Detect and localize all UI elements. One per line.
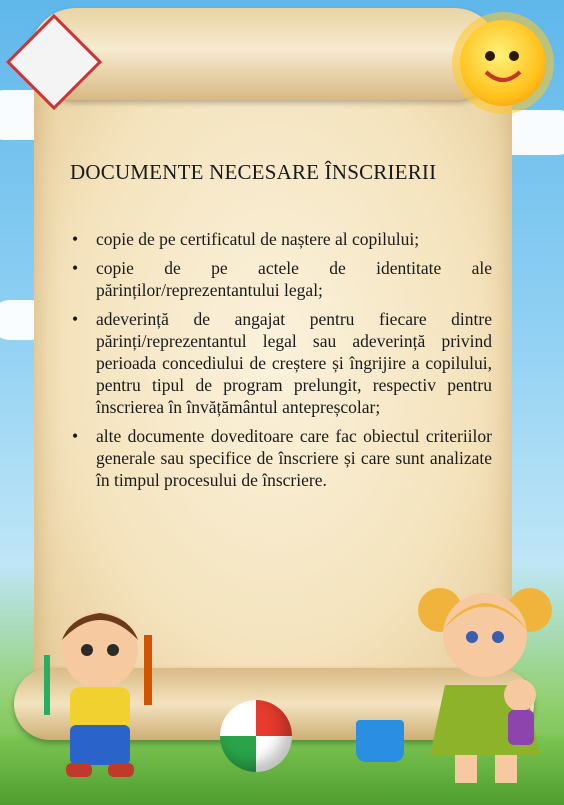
sun-icon [460, 20, 546, 106]
bullet-icon: • [72, 426, 79, 446]
sand-bucket-icon [356, 720, 404, 762]
list-item [72, 257, 492, 301]
documents-list [72, 228, 492, 498]
list-item [72, 308, 492, 418]
page-title: DOCUMENTE NECESARE ÎNSCRIERII [70, 160, 437, 184]
girl-with-doll-icon [410, 575, 560, 790]
boy-with-pencils-icon [40, 595, 160, 785]
beach-ball-icon [220, 700, 292, 772]
list-item-text: copie de pe actele de identitate ale părinților/reprezentantului legal; [96, 258, 492, 300]
bullet-icon: • [72, 258, 79, 278]
list-item-text: adeverință de angajat pentru fiecare dintre părinți/reprezentantul legal sau adeverință privind perioada concediului de creștere și îngrijire a copilului, pentru tipul de program prelungit, respectiv pentru înscrierea în învățământul antepreșcolar; [96, 309, 492, 417]
list-item-text: copie de pe certificatul de naștere al copilului; [96, 229, 420, 249]
bullet-icon: • [72, 309, 79, 329]
list-item [72, 228, 492, 250]
list-item [72, 425, 492, 491]
scroll-top-roll [30, 8, 500, 100]
bullet-icon: • [72, 229, 79, 249]
list-item-text: alte documente doveditoare care fac obiectul criteriilor generale sau specifice de înscriere și care sunt analizate în timpul procesului de înscriere. [96, 426, 492, 490]
